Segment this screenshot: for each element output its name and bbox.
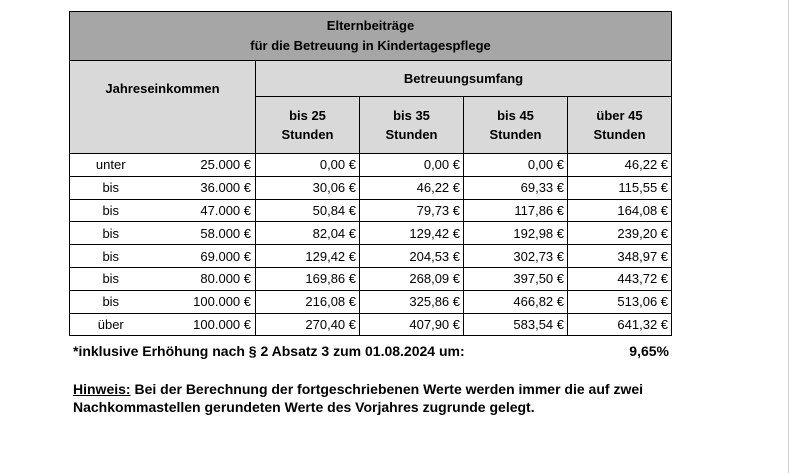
income-prefix: bis — [70, 199, 152, 222]
fee-cell: 46,22 € — [360, 176, 464, 199]
column-header — [360, 96, 464, 153]
fee-cell: 302,73 € — [464, 245, 568, 268]
fee-cell: 513,06 € — [568, 290, 672, 313]
fee-cell: 348,97 € — [568, 245, 672, 268]
income-header: Jahreseinkommen — [70, 61, 256, 154]
fee-cell: 0,00 € — [360, 154, 464, 177]
income-amount: 100.000 € — [152, 290, 256, 313]
fee-cell: 69,33 € — [464, 176, 568, 199]
fee-cell: 0,00 € — [464, 154, 568, 177]
fee-cell: 268,09 € — [360, 267, 464, 290]
table-row — [70, 267, 672, 290]
page-edge-line — [788, 0, 789, 473]
income-prefix: über — [70, 313, 152, 336]
fee-cell: 407,90 € — [360, 313, 464, 336]
fee-cell: 115,55 € — [568, 176, 672, 199]
income-prefix: bis — [70, 290, 152, 313]
increase-note — [73, 343, 673, 359]
fee-cell: 216,08 € — [256, 290, 360, 313]
table-row — [70, 290, 672, 313]
column-header-line2: Stunden — [489, 126, 542, 142]
hint-paragraph — [73, 380, 678, 416]
note-text: *inklusive Erhöhung nach § 2 Absatz 3 zum 01.08.2024 um: — [73, 343, 465, 359]
income-amount: 25.000 € — [152, 154, 256, 177]
fee-cell: 79,73 € — [360, 199, 464, 222]
income-amount: 80.000 € — [152, 267, 256, 290]
income-prefix: unter — [70, 154, 152, 177]
fee-cell: 270,40 € — [256, 313, 360, 336]
fee-cell: 466,82 € — [464, 290, 568, 313]
fee-cell: 641,32 € — [568, 313, 672, 336]
fee-cell: 239,20 € — [568, 222, 672, 245]
income-amount: 58.000 € — [152, 222, 256, 245]
column-header — [568, 96, 672, 153]
fee-cell: 30,06 € — [256, 176, 360, 199]
income-prefix: bis — [70, 222, 152, 245]
column-header-line1: bis 45 — [497, 107, 534, 123]
table-row — [70, 245, 672, 268]
fee-cell: 50,84 € — [256, 199, 360, 222]
income-prefix: bis — [70, 176, 152, 199]
income-amount: 69.000 € — [152, 245, 256, 268]
income-amount: 100.000 € — [152, 313, 256, 336]
fee-cell: 164,08 € — [568, 199, 672, 222]
table-row — [70, 199, 672, 222]
fee-table — [69, 11, 672, 336]
column-header-line1: bis 35 — [393, 107, 430, 123]
column-header-line2: Stunden — [281, 126, 334, 142]
fee-cell: 325,86 € — [360, 290, 464, 313]
table-row — [70, 154, 672, 177]
hint-text: Bei der Berechnung der fortgeschriebenen Werte werden immer die auf zwei Nachkommastellen gerundeten Werte des Vorjahres zugrunde gelegt. — [73, 381, 644, 415]
title-line-2: für die Betreuung in Kindertagespflege — [250, 38, 491, 53]
income-amount: 36.000 € — [152, 176, 256, 199]
income-amount: 47.000 € — [152, 199, 256, 222]
fee-cell: 169,86 € — [256, 267, 360, 290]
fee-cell: 583,54 € — [464, 313, 568, 336]
column-header-line2: Stunden — [593, 126, 646, 142]
column-header-line1: über 45 — [596, 107, 643, 123]
fee-cell: 0,00 € — [256, 154, 360, 177]
fee-cell: 204,53 € — [360, 245, 464, 268]
hint-label: Hinweis: — [73, 381, 131, 397]
fee-cell: 192,98 € — [464, 222, 568, 245]
income-prefix: bis — [70, 267, 152, 290]
table-row — [70, 313, 672, 336]
income-prefix: bis — [70, 245, 152, 268]
fee-cell: 82,04 € — [256, 222, 360, 245]
table-row — [70, 176, 672, 199]
care-scope-header: Betreuungsumfang — [256, 61, 672, 97]
column-header — [256, 96, 360, 153]
fee-cell: 443,72 € — [568, 267, 672, 290]
column-header-line2: Stunden — [385, 126, 438, 142]
fee-cell: 129,42 € — [360, 222, 464, 245]
column-header — [464, 96, 568, 153]
table-row — [70, 222, 672, 245]
title-line-1: Elternbeiträge — [326, 18, 415, 33]
column-header-line1: bis 25 — [289, 107, 326, 123]
fee-cell: 117,86 € — [464, 199, 568, 222]
increase-percent: 9,65% — [629, 343, 669, 359]
table-title — [70, 12, 672, 61]
fee-cell: 129,42 € — [256, 245, 360, 268]
fee-cell: 46,22 € — [568, 154, 672, 177]
fee-cell: 397,50 € — [464, 267, 568, 290]
